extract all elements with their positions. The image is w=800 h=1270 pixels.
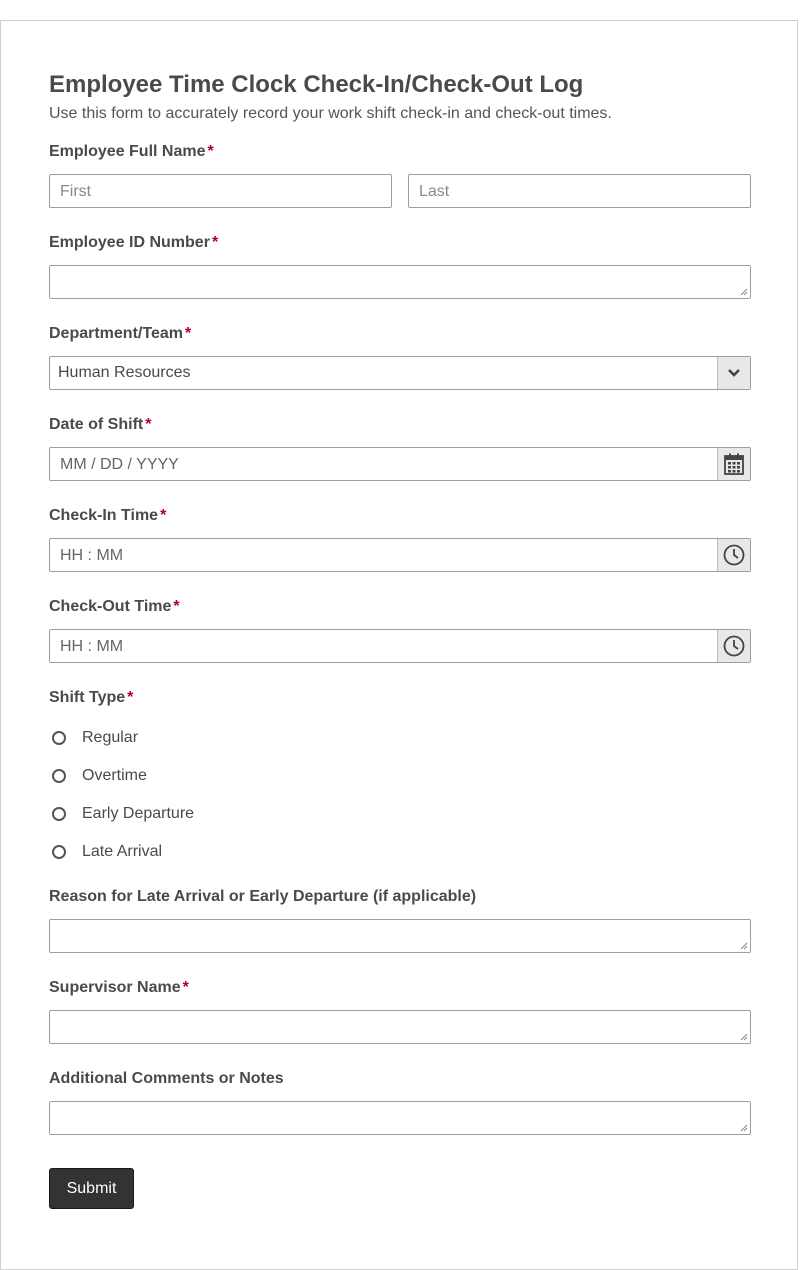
shift-type-option-regular[interactable] (52, 726, 138, 750)
department-select[interactable] (49, 356, 751, 390)
last-name-placeholder: Last (419, 183, 450, 200)
shift-type-option-early-departure[interactable] (52, 802, 194, 826)
required-mark: * (211, 234, 219, 251)
employee-id-label: Employee ID Number * (49, 234, 219, 251)
last-name-input[interactable] (408, 174, 751, 208)
supervisor-label: Supervisor Name * (49, 979, 189, 996)
shift-type-option-overtime[interactable] (52, 764, 147, 788)
resize-handle-icon[interactable] (740, 1124, 748, 1132)
first-name-input[interactable] (49, 174, 392, 208)
resize-handle-icon[interactable] (740, 1033, 748, 1041)
comments-label: Additional Comments or Notes (49, 1070, 284, 1087)
comments-input[interactable] (49, 1101, 751, 1135)
check-in-input[interactable] (49, 538, 751, 572)
required-mark: * (160, 507, 167, 524)
clock-icon (723, 544, 745, 566)
shift-date-label: Date of Shift * (49, 416, 152, 433)
radio-button[interactable] (52, 845, 66, 859)
radio-label: Regular (82, 729, 139, 746)
radio-button[interactable] (52, 807, 66, 821)
required-mark: * (184, 325, 192, 342)
dropdown-toggle[interactable] (717, 357, 750, 389)
full-name-label: Employee Full Name * (49, 143, 214, 160)
check-in-label: Check-In Time * (49, 507, 167, 524)
check-out-label: Check-Out Time * (49, 598, 180, 615)
form-title: Employee Time Clock Check-In/Check-Out Log (49, 71, 584, 98)
submit-button[interactable]: Submit (49, 1168, 134, 1209)
radio-label: Early Departure (82, 805, 195, 822)
resize-handle-icon[interactable] (740, 288, 748, 296)
shift-type-option-late-arrival[interactable] (52, 840, 162, 864)
radio-label: Overtime (82, 767, 147, 784)
check-out-input[interactable] (49, 629, 751, 663)
chevron-down-icon (727, 368, 741, 378)
date-picker-button[interactable] (717, 448, 750, 480)
form-description: Use this form to accurately record your work shift check-in and check-out times. (49, 105, 612, 122)
required-mark: * (207, 143, 214, 160)
reason-label: Reason for Late Arrival or Early Departure (if applicable) (49, 888, 477, 905)
required-mark: * (127, 689, 134, 706)
radio-button[interactable] (52, 769, 66, 783)
required-mark: * (182, 979, 189, 996)
required-mark: * (145, 416, 152, 433)
check-out-placeholder: HH : MM (60, 638, 124, 655)
required-mark: * (173, 598, 180, 615)
radio-label: Late Arrival (82, 843, 163, 860)
form-card (0, 20, 798, 1270)
department-selected-value: Human Resources (58, 364, 191, 381)
calendar-icon (724, 453, 744, 475)
shift-type-label: Shift Type * (49, 689, 134, 706)
shift-date-input[interactable] (49, 447, 751, 481)
radio-button[interactable] (52, 731, 66, 745)
shift-date-placeholder: MM / DD / YYYY (60, 456, 179, 473)
check-in-time-picker-button[interactable] (717, 539, 750, 571)
reason-input[interactable] (49, 919, 751, 953)
check-out-time-picker-button[interactable] (717, 630, 750, 662)
check-in-placeholder: HH : MM (60, 547, 124, 564)
department-label: Department/Team * (49, 325, 192, 342)
clock-icon (723, 635, 745, 657)
resize-handle-icon[interactable] (740, 942, 748, 950)
supervisor-input[interactable] (49, 1010, 751, 1044)
first-name-placeholder: First (60, 183, 92, 200)
employee-id-input[interactable] (49, 265, 751, 299)
